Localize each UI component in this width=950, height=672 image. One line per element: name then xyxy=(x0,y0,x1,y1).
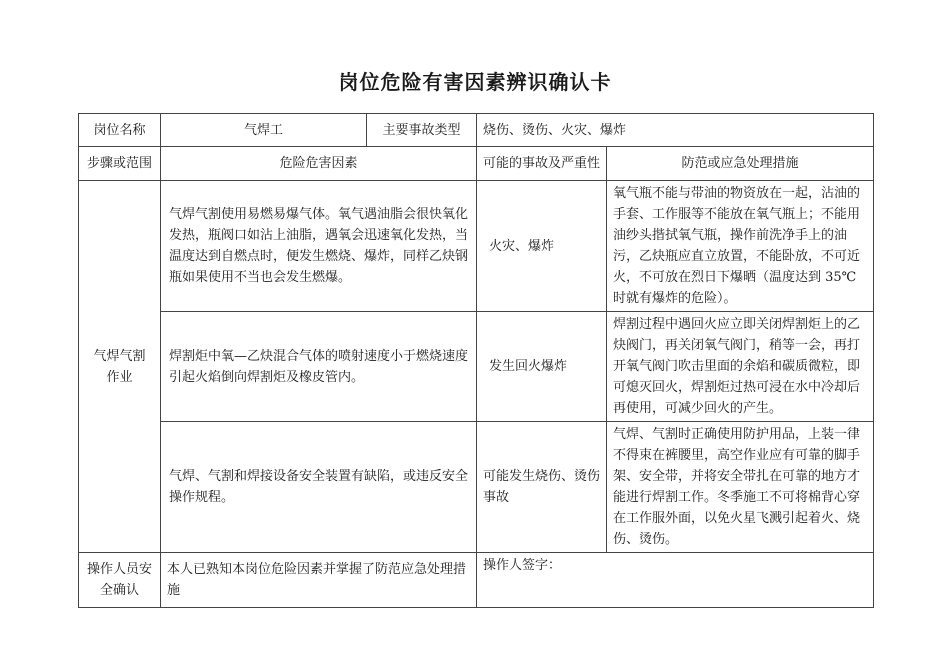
confirm-row xyxy=(79,553,874,608)
signature-field[interactable] xyxy=(477,553,874,608)
consequence-cell: 可能发生烧伤、烫伤事故 xyxy=(477,422,607,553)
hazard-identification-table xyxy=(78,113,874,608)
accident-type-value: 烧伤、烫伤、火灾、爆炸 xyxy=(477,114,874,147)
measures-cell: 氧气瓶不能与带油的物资放在一起，沾油的手套、工作服等不能放在氧气瓶上；不能用油纱头揩拭氧气瓶，操作前洗净手上的油污，乙炔瓶应直立放置，不能卧放，不可近火，不可放在烈日下爆晒（温度达到 35℃时就有爆炸的危险）。 xyxy=(607,181,874,312)
page-title: 岗位危险有害因素辨识确认卡 xyxy=(338,70,612,94)
header-row xyxy=(79,147,874,181)
section-label: 气焊气割作业 xyxy=(79,181,161,553)
post-row xyxy=(79,114,874,147)
accident-type-label: 主要事故类型 xyxy=(367,114,477,147)
step-header: 步骤或范围 xyxy=(79,147,161,181)
consequence-cell: 火灾、爆炸 xyxy=(477,181,607,312)
table-row xyxy=(79,312,874,422)
hazard-cell: 气焊、气割和焊接设备安全装置有缺陷，或违反安全操作规程。 xyxy=(161,422,477,553)
measures-header: 防范或应急处理措施 xyxy=(607,147,874,181)
measures-cell: 气焊、气割时正确使用防护用品，上装一律不得束在裤腰里，高空作业应有可靠的脚手架、安全带，并将安全带扎在可靠的地方才能进行焊割工作。冬季施工不可将棉背心穿在工作服外面，以免火星飞溅引起着火、烧伤、烫伤。 xyxy=(607,422,874,553)
post-name-value: 气焊工 xyxy=(161,114,367,147)
table-row xyxy=(79,181,874,312)
measures-cell: 焊割过程中遇回火应立即关闭焊割炬上的乙炔阀门，再关闭氧气阀门，稍等一会，再打开氧气阀门吹击里面的余焰和碳质微粒，即可熄灭回火，焊割炬过热可浸在水中冷却后再使用，可减少回火的产生。 xyxy=(607,312,874,422)
confirm-label: 操作人员安全确认 xyxy=(79,553,161,608)
post-name-label: 岗位名称 xyxy=(79,114,161,147)
consequence-cell: 发生回火爆炸 xyxy=(477,312,607,422)
hazard-cell: 气焊气割使用易燃易爆气体。氧气遇油脂会很快氧化发热，瓶阀口如沾上油脂，遇氧会迅速氧化发热，当温度达到自燃点时，便发生燃烧、爆炸，同样乙炔钢瓶如果使用不当也会发生燃爆。 xyxy=(161,181,477,312)
signature-label: 操作人签字： xyxy=(483,558,562,573)
consequence-header: 可能的事故及严重性 xyxy=(477,147,607,181)
hazard-header: 危险危害因素 xyxy=(161,147,477,181)
table-row xyxy=(79,422,874,553)
confirm-text: 本人已熟知本岗位危险因素并掌握了防范应急处理措施 xyxy=(161,553,477,608)
hazard-cell: 焊割炬中氧—乙炔混合气体的喷射速度小于燃烧速度引起火焰倒向焊割炬及橡皮管内。 xyxy=(161,312,477,422)
